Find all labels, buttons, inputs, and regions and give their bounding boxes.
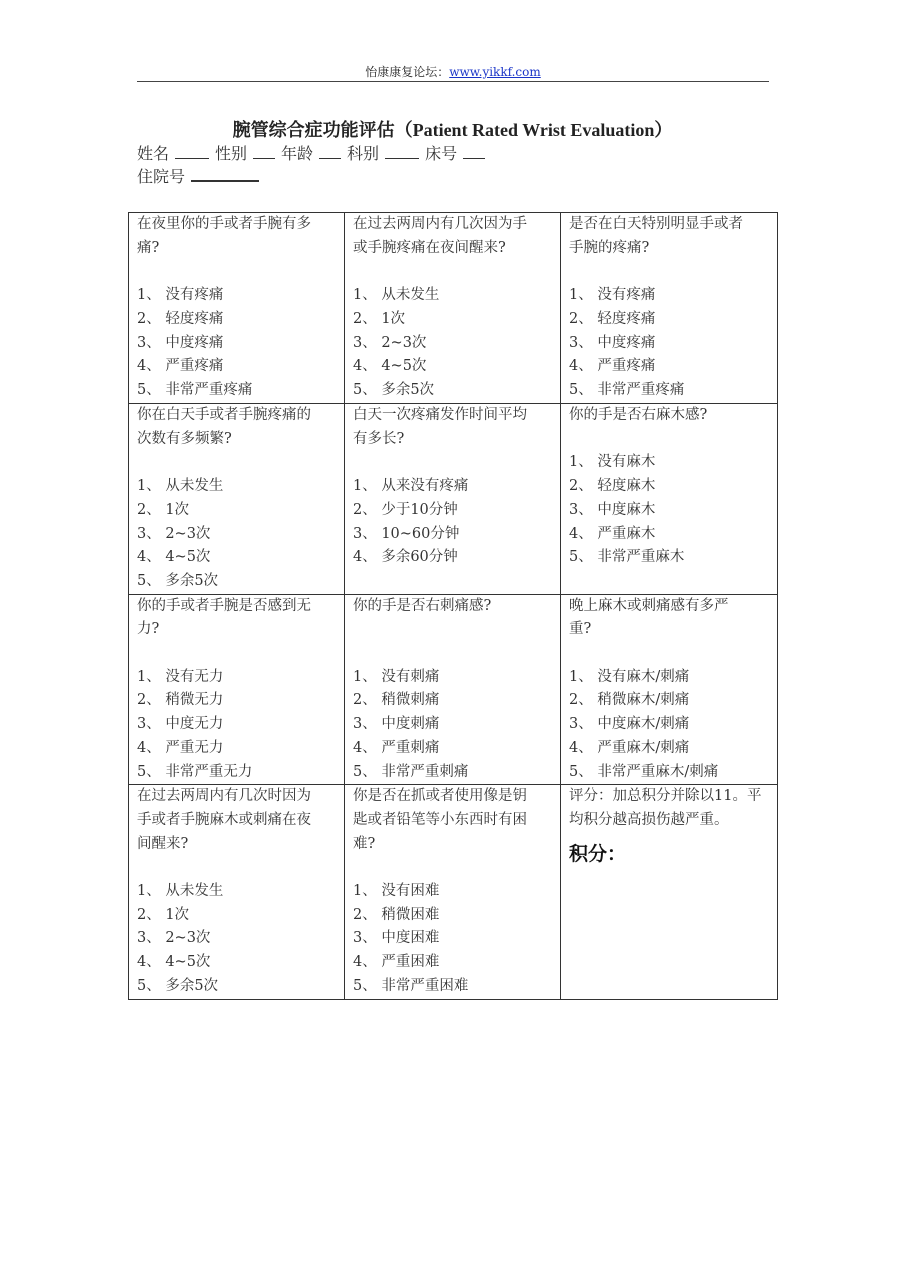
answer-option: 1、 从未发生: [137, 478, 224, 495]
answer-option: 5、 非常严重麻木: [569, 549, 685, 566]
answer-option: 1、 从未发生: [137, 883, 224, 900]
forum-link[interactable]: www.yikkf.com: [449, 65, 541, 79]
gender-field[interactable]: [253, 144, 275, 159]
answer-option: 4、 4~5次: [137, 549, 211, 566]
answer-option: 5、 非常严重刺痛: [353, 763, 469, 780]
title-en: （Patient Rated Wrist Evaluation）: [394, 120, 673, 140]
bed-field[interactable]: [463, 144, 485, 159]
question-text: 难?: [353, 835, 376, 852]
dept-label: 科别: [347, 144, 380, 163]
question-cell: [345, 213, 561, 404]
answer-option: 5、 多余5次: [353, 381, 435, 398]
question-text: 你是否在抓或者使用像是钥: [353, 788, 527, 805]
question-text: 白天一次疼痛发作时间平均: [353, 407, 527, 423]
question-text: 间醒来?: [137, 835, 189, 852]
name-label: 姓名: [137, 144, 170, 163]
answer-option: 4、 严重困难: [353, 954, 440, 971]
answer-option: 3、 中度疼痛: [137, 334, 224, 351]
question-cell: [561, 594, 778, 785]
answer-option: 4、 严重刺痛: [353, 739, 440, 756]
question-text: 在夜里你的手或者手腕有多: [137, 216, 311, 232]
answer-option: 4、 4~5次: [137, 954, 211, 971]
answer-option: 4、 严重无力: [137, 739, 224, 756]
answer-option: 1、 没有麻木: [569, 454, 656, 471]
patient-info-line2: [137, 166, 259, 188]
question-text: 痛?: [137, 239, 160, 256]
spacer: [353, 451, 553, 475]
question-text: 在过去两周内有几次因为手: [353, 216, 527, 232]
answer-option: 3、 中度刺痛: [353, 716, 440, 733]
answer-option: 2、 1次: [137, 501, 190, 518]
answer-option: 1、 没有困难: [353, 883, 440, 900]
answer-option: 2、 轻度疼痛: [569, 310, 656, 327]
name-field[interactable]: [175, 144, 209, 159]
answer-option: 3、 2~3次: [137, 525, 211, 542]
answer-option: 2、 轻度疼痛: [137, 310, 224, 327]
spacer: [353, 642, 553, 666]
scoring-instructions: 评分：加总积分并除以11。平: [569, 788, 762, 805]
table-row: [129, 594, 778, 785]
answer-option: 4、 多余60分钟: [353, 549, 458, 566]
answer-option: 2、 稍微麻木/刺痛: [569, 692, 690, 709]
answer-option: 5、 非常严重疼痛: [137, 381, 253, 398]
question-cell: [561, 404, 778, 595]
question-text: 或手腕疼痛在夜间醒来?: [353, 239, 506, 256]
answer-option: 2、 1次: [353, 310, 406, 327]
gender-label: 性别: [215, 144, 248, 163]
question-text: 匙或者铅笔等小东西时有困: [353, 811, 527, 828]
question-text: 晚上麻木或刺痛感有多严: [569, 597, 729, 614]
answer-option: 2、 稍微刺痛: [353, 692, 440, 709]
scoring-instructions: 均积分越高损伤越严重。: [569, 811, 729, 828]
evaluation-table: [128, 212, 778, 1000]
bed-label: 床号: [425, 144, 458, 163]
title-zh: 腕管综合症功能评估: [232, 120, 395, 141]
question-text: 你的手是否右麻木感?: [569, 407, 708, 423]
question-text: 在过去两周内有几次时因为: [137, 788, 311, 805]
answer-option: 4、 严重疼痛: [137, 358, 224, 375]
spacer: [353, 856, 553, 880]
answer-option: 4、 4~5次: [353, 358, 427, 375]
spacer: [569, 642, 770, 666]
question-text: [353, 618, 553, 642]
answer-option: 2、 稍微无力: [137, 692, 224, 709]
answer-option: 1、 没有麻木/刺痛: [569, 668, 690, 685]
answer-option: 5、 非常严重麻木/刺痛: [569, 763, 719, 780]
answer-option: 1、 没有疼痛: [569, 287, 656, 304]
dept-field[interactable]: [385, 144, 419, 159]
answer-option: 3、 中度疼痛: [569, 334, 656, 351]
answer-option: 2、 1次: [137, 906, 190, 923]
scoring-cell: [561, 785, 778, 1000]
spacer: [137, 260, 337, 284]
answer-option: 2、 轻度麻木: [569, 478, 656, 495]
answer-option: 3、 中度麻木/刺痛: [569, 716, 690, 733]
question-text: 重?: [569, 621, 592, 638]
question-text: 你的手或者手腕是否感到无: [137, 597, 311, 614]
spacer: [137, 451, 337, 475]
answer-option: 5、 多余5次: [137, 572, 219, 589]
patient-info-line1: [137, 143, 485, 165]
score-label: 积分：: [569, 842, 627, 865]
answer-option: 1、 没有刺痛: [353, 668, 440, 685]
question-cell: [129, 594, 345, 785]
question-text: 你的手是否右刺痛感?: [353, 597, 492, 614]
answer-option: 5、 非常严重疼痛: [569, 381, 685, 398]
answer-option: 3、 中度无力: [137, 716, 224, 733]
question-cell: [561, 213, 778, 404]
question-text: 手或者手腕麻木或刺痛在夜: [137, 811, 311, 828]
question-text: 手腕的疼痛?: [569, 239, 650, 256]
admission-field[interactable]: [191, 166, 259, 182]
question-text: 是否在白天特别明显手或者: [569, 216, 743, 232]
answer-option: 1、 没有无力: [137, 668, 224, 685]
answer-option: 3、 2~3次: [137, 930, 211, 947]
question-cell: [129, 785, 345, 1000]
answer-option: 3、 中度麻木: [569, 501, 656, 518]
answer-option: 1、 从来没有疼痛: [353, 478, 469, 495]
answer-option: 4、 严重麻木: [569, 525, 656, 542]
question-cell: [345, 404, 561, 595]
question-cell: [129, 404, 345, 595]
question-text: 你在白天手或者手腕疼痛的: [137, 407, 311, 423]
answer-option: 4、 严重麻木/刺痛: [569, 739, 690, 756]
admission-label: 住院号: [137, 167, 186, 186]
page-title: [0, 118, 905, 143]
answer-option: 3、 2~3次: [353, 334, 427, 351]
table-row: [129, 213, 778, 404]
answer-option: 5、 非常严重困难: [353, 977, 469, 994]
page-header: [137, 63, 769, 82]
age-label: 年龄: [281, 144, 314, 163]
spacer: [137, 856, 337, 880]
answer-option: 3、 中度困难: [353, 930, 440, 947]
spacer: [353, 260, 553, 284]
answer-option: 4、 严重疼痛: [569, 358, 656, 375]
answer-option: 2、 稍微困难: [353, 906, 440, 923]
spacer: [569, 260, 770, 284]
question-cell: [129, 213, 345, 404]
answer-option: 1、 没有疼痛: [137, 287, 224, 304]
age-field[interactable]: [319, 144, 341, 159]
answer-option: 5、 多余5次: [137, 977, 219, 994]
table-row: [129, 404, 778, 595]
question-cell: [345, 594, 561, 785]
table-row: [129, 785, 778, 1000]
answer-option: 2、 少于10分钟: [353, 501, 458, 518]
spacer: [137, 642, 337, 666]
answer-option: 1、 从未发生: [353, 287, 440, 304]
question-text: 有多长?: [353, 430, 405, 447]
spacer: [569, 428, 770, 452]
question-text: 次数有多频繁?: [137, 430, 232, 447]
answer-option: 3、 10~60分钟: [353, 525, 460, 542]
question-text: 力?: [137, 621, 160, 638]
header-prefix: 怡康康复论坛：: [365, 65, 450, 79]
answer-option: 5、 非常严重无力: [137, 763, 253, 780]
question-cell: [345, 785, 561, 1000]
